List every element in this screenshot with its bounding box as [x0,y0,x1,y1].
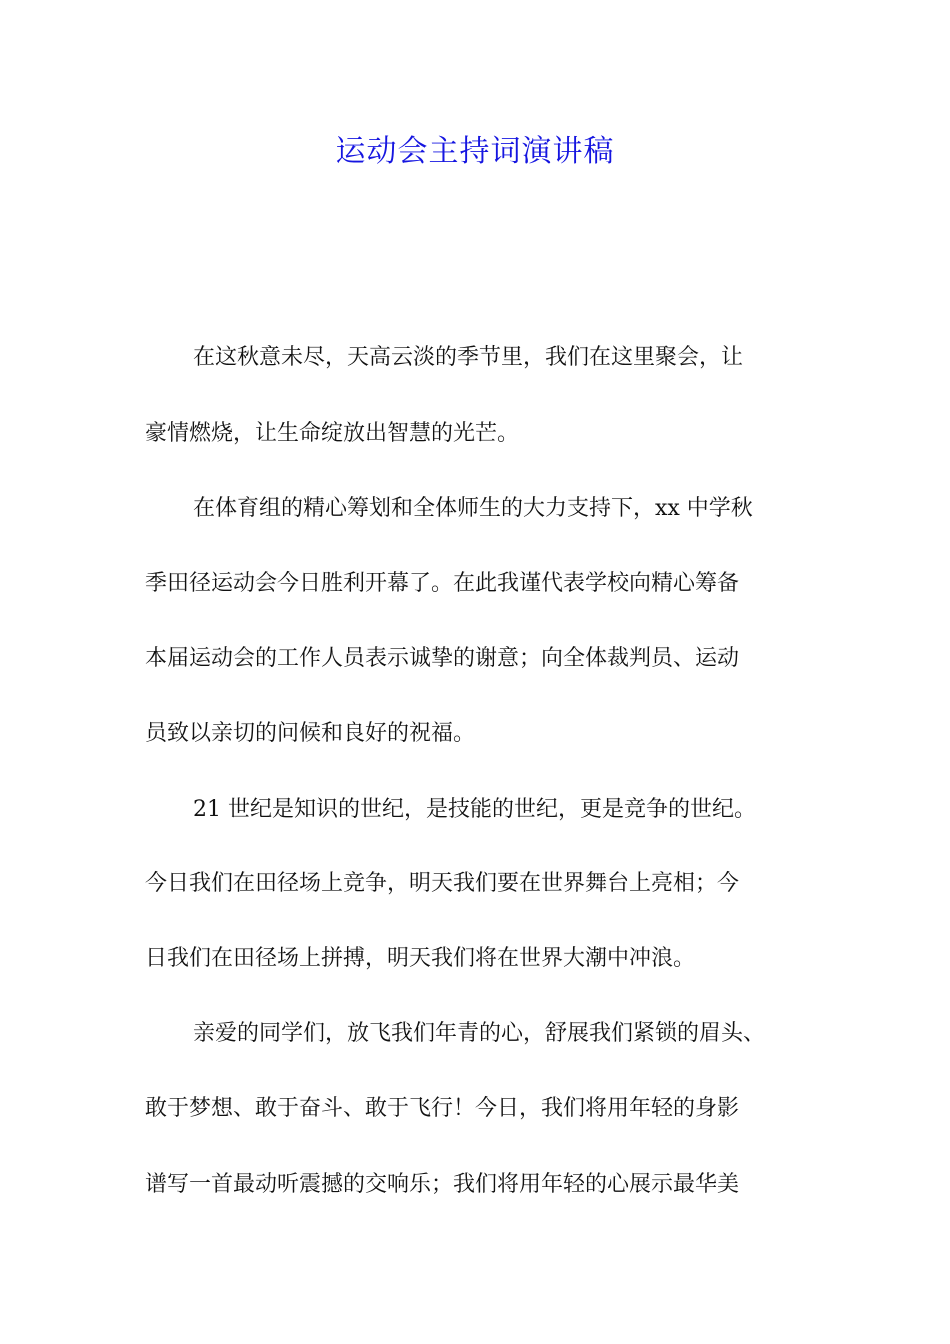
document-title: 运动会主持词演讲稿 [335,134,615,169]
paragraph-2-line-2: 季田径运动会今日胜利开幕了。在此我谨代表学校向精心筹备 [145,571,740,596]
paragraph-4-line-1: 亲爱的同学们，放飞我们年青的心，舒展我们紧锁的眉头、 [193,1021,766,1046]
paragraph-2-line-4: 员致以亲切的问候和良好的祝福。 [145,721,476,746]
paragraph-2-line-1: 在体育组的精心筹划和全体师生的大力支持下，xx 中学秋 [193,496,753,521]
paragraph-3-line-3: 日我们在田径场上拼搏，明天我们将在世界大潮中冲浪。 [145,946,696,971]
paragraph-3-line-2: 今日我们在田径场上竞争，明天我们要在世界舞台上亮相；今 [145,871,740,896]
paragraph-4-line-2: 敢于梦想、敢于奋斗、敢于飞行！今日，我们将用年轻的身影 [145,1096,740,1121]
paragraph-2-line-3: 本届运动会的工作人员表示诚挚的谢意；向全体裁判员、运动 [145,646,740,671]
paragraph-3-line-1: 21 世纪是知识的世纪，是技能的世纪，更是竞争的世纪。 [193,797,756,822]
paragraph-4-line-3: 谱写一首最动听震撼的交响乐；我们将用年轻的心展示最华美 [145,1172,740,1197]
paragraph-1-line-1: 在这秋意未尽，天高云淡的季节里，我们在这里聚会，让 [193,345,744,370]
paragraph-1-line-2: 豪情燃烧，让生命绽放出智慧的光芒。 [145,421,520,446]
